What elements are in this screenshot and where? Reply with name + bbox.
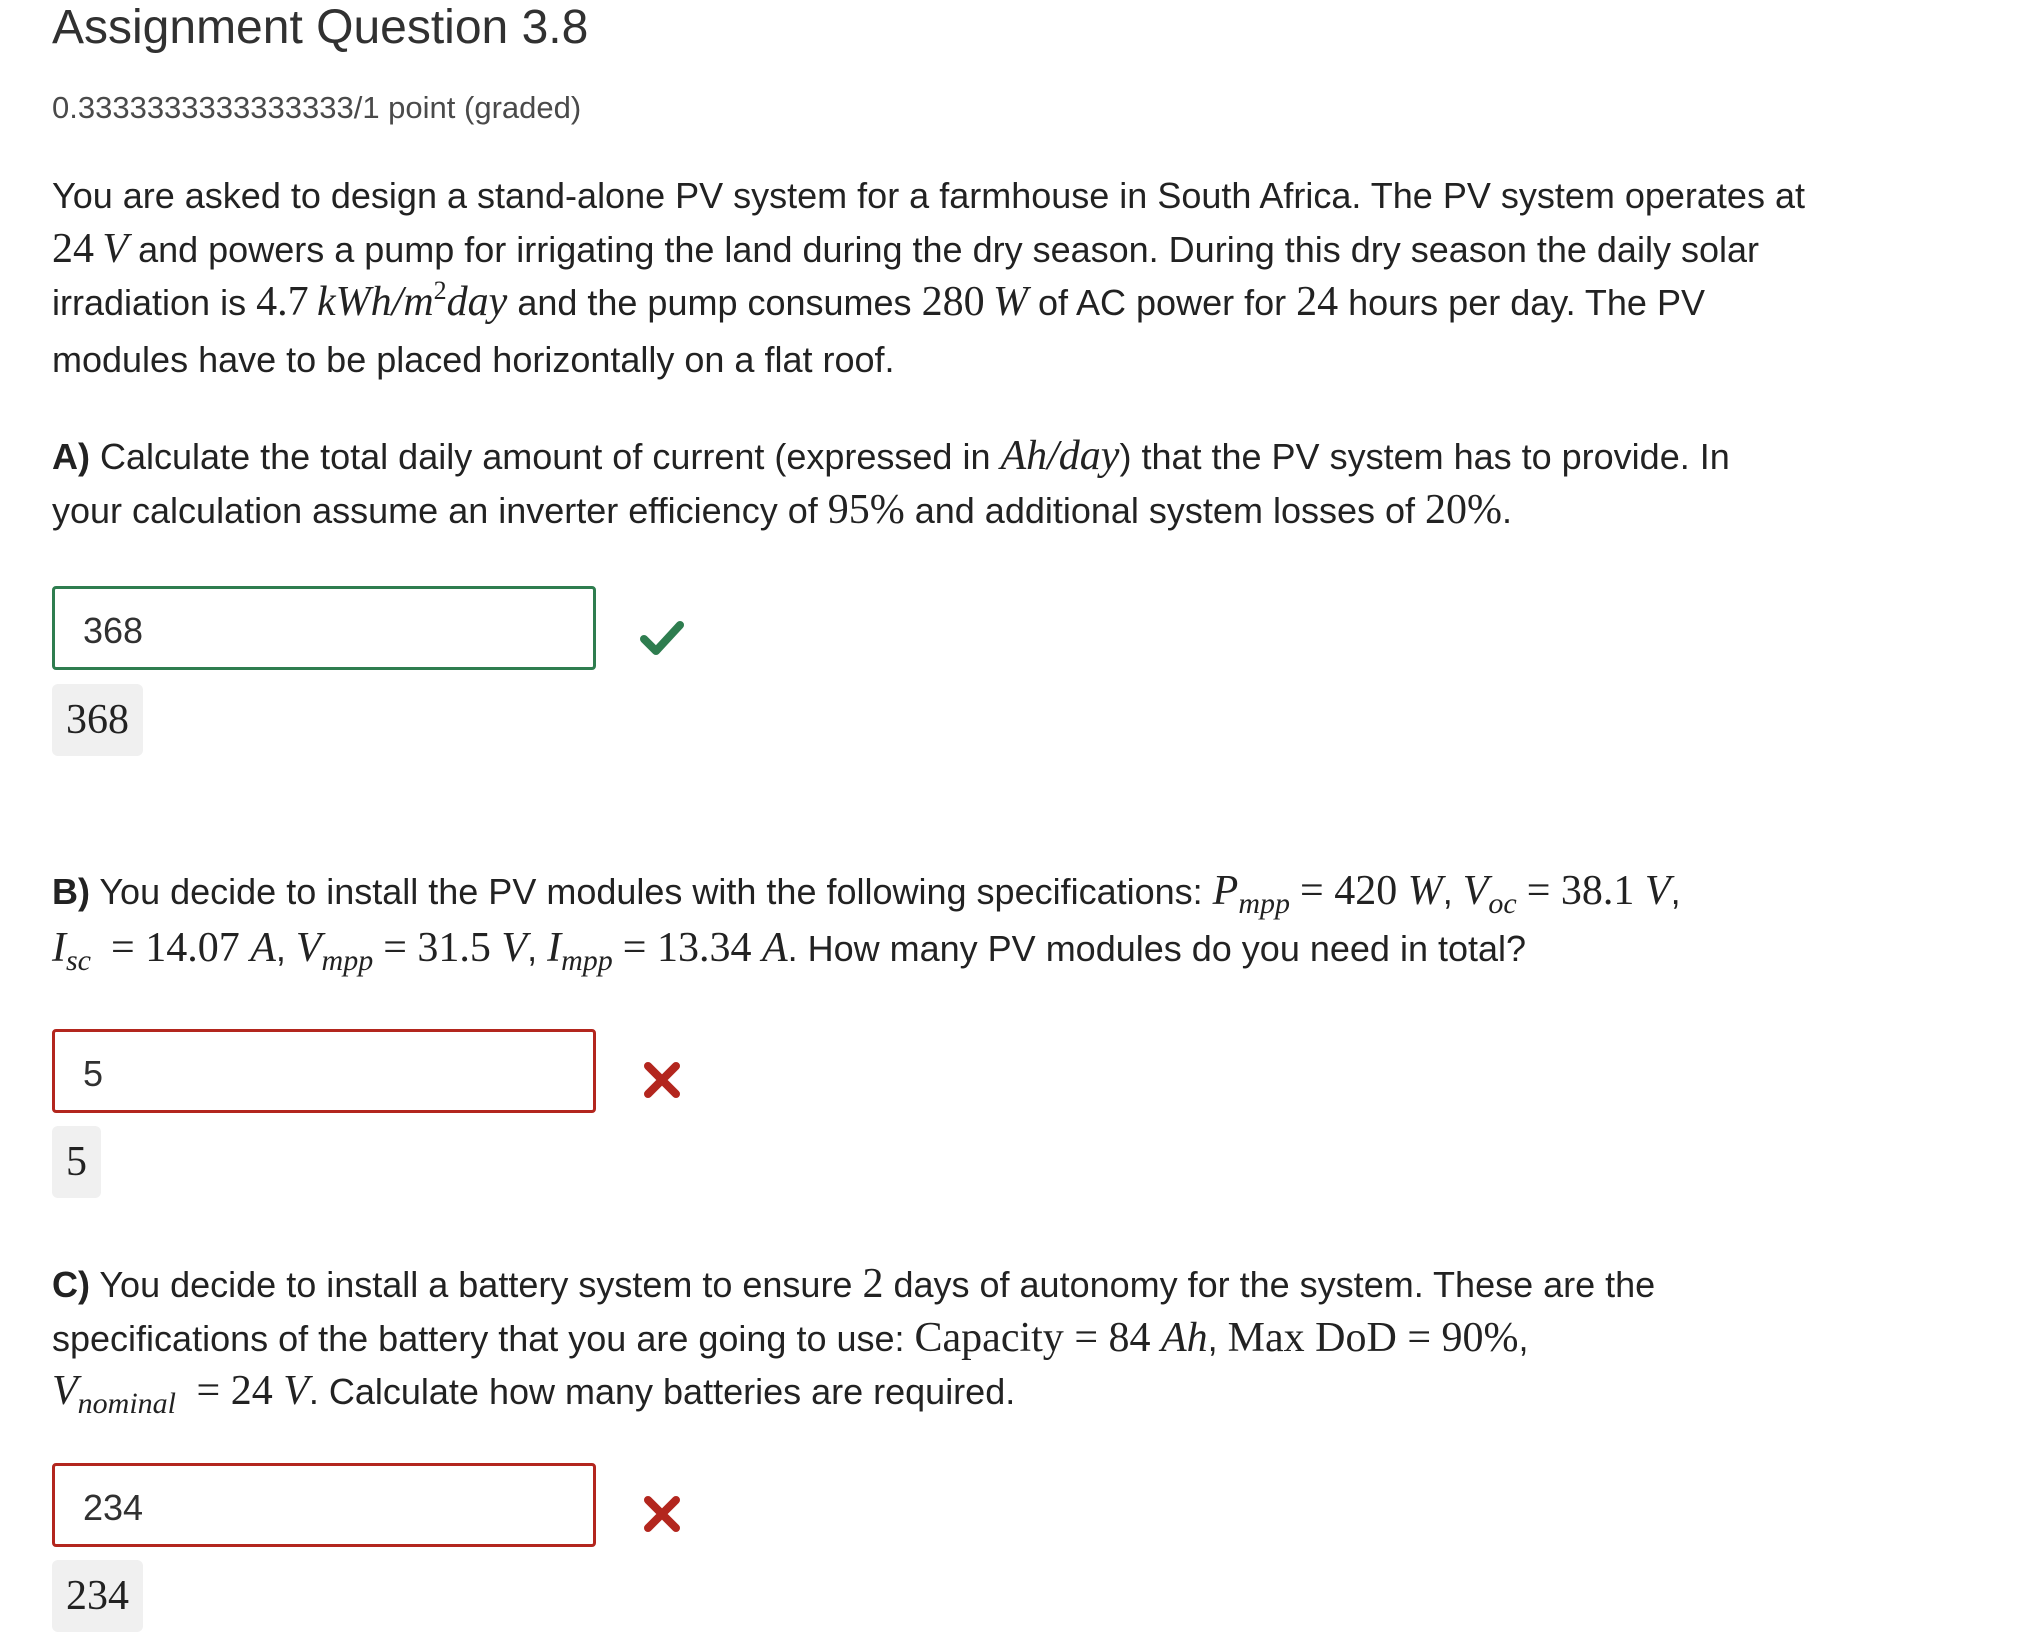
part-c-question: [52, 1258, 1992, 1422]
cross-icon: [640, 1492, 684, 1536]
part-c-answer-input[interactable]: 234: [52, 1463, 596, 1547]
intro-line-2: 24 V and powers a pump for irrigating the land during the dry season. During this dry season the daily solar: [52, 225, 1759, 272]
part-b-answer-input[interactable]: 5: [52, 1029, 596, 1113]
part-a-question: [52, 430, 1992, 537]
part-b-line-2: $I_{sc} = 14.07$ A, $V_{mpp} = 31.5$ V, $I_{mpp} = 13.34$ A. How many PV modules do you need in total?: [52, 924, 1527, 977]
cross-icon: [640, 1058, 684, 1102]
part-b-answer-preview: 5: [52, 1126, 101, 1198]
intro-line-4: modules have to be placed horizontally on a flat roof.: [52, 338, 895, 380]
intro-line-3: irradiation is 4.7 kWh/$m^2day$ and the pump consumes 280 W of AC power for 24 hours per day. The PV: [52, 276, 1705, 325]
part-c-line-3: $V_{nominal} = 24$ V. Calculate how many batteries are required.: [52, 1368, 1016, 1420]
problem-intro: [52, 170, 1992, 386]
checkmark-icon: [640, 616, 684, 660]
part-c-answer-preview: 234: [52, 1560, 143, 1632]
part-a-answer-input[interactable]: 368: [52, 586, 596, 670]
part-c-line-1: C) You decide to install a battery system to ensure 2 days of autonomy for the system. These are the: [52, 1261, 1656, 1307]
part-b-question: [52, 865, 1992, 978]
part-c-line-2: specifications of the battery that you are going to use: Capacity = 84 Ah, Max DoD = 90%,: [52, 1314, 1529, 1361]
part-a-line-2: your calculation assume an inverter efficiency of 95% and additional system losses of 20%.: [52, 486, 1513, 533]
score-label: 0.3333333333333333/1 point (graded): [52, 90, 582, 125]
part-a-answer-preview: 368: [52, 684, 143, 756]
part-b-line-1: B) You decide to install the PV modules with the following specifications: $P_{mpp} = 420$ W, $V_{oc} = 38.1$ V,: [52, 868, 1681, 920]
page-title: Assignment Question 3.8: [52, 1, 589, 54]
part-a-line-1: A) Calculate the total daily amount of current (expressed in Ah/day) that the PV system has to provide. In: [52, 433, 1730, 479]
intro-line-1: You are asked to design a stand-alone PV system for a farmhouse in South Africa. The PV system operates at: [52, 175, 1805, 216]
